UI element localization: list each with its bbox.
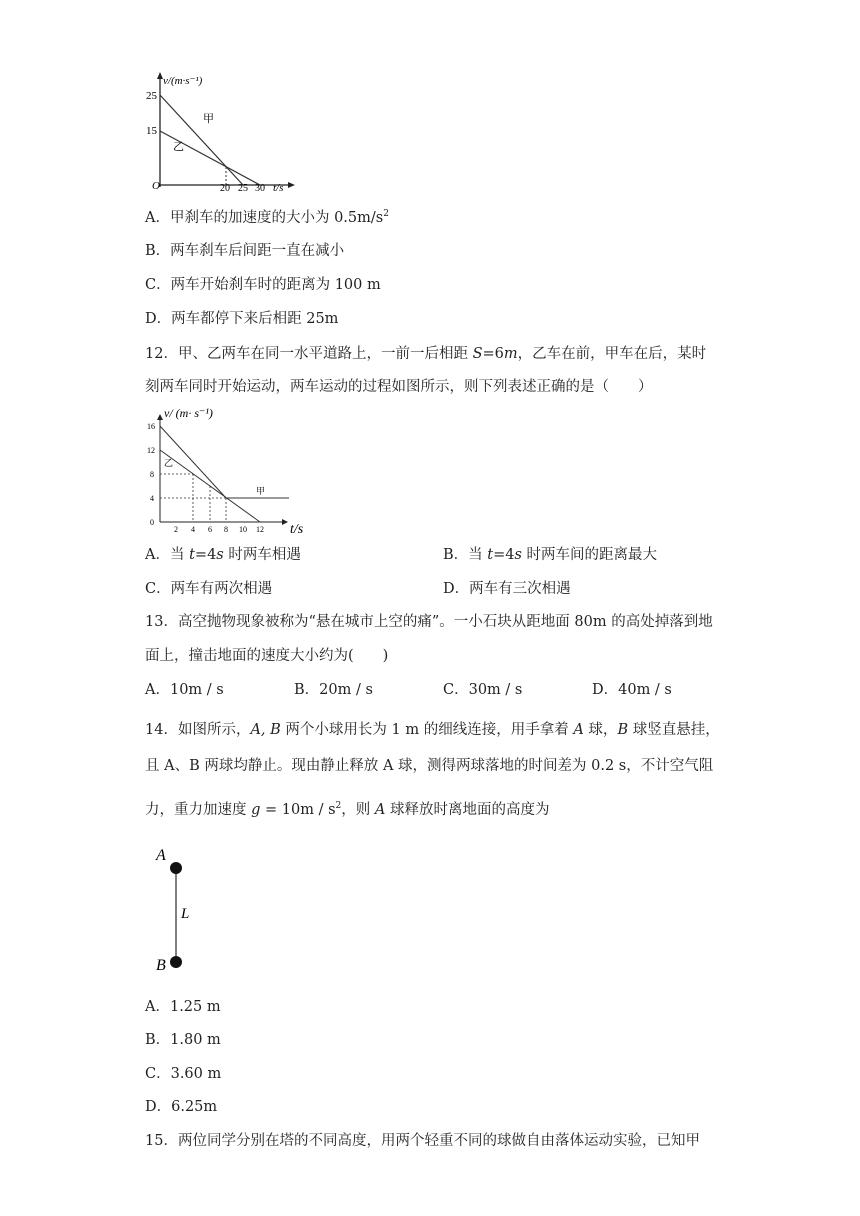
- q12-y-tick-16: 16: [147, 422, 155, 431]
- q12-x-tick-8: 8: [224, 525, 228, 534]
- q13-option-c: C．30m / s: [443, 682, 523, 698]
- q15-line-1: 15．两位同学分别在塔的不同高度，用两个轻重不同的球做自由落体运动实验，已知甲: [145, 1133, 700, 1149]
- q11-label-jia: 甲: [203, 113, 214, 125]
- q13-option-b: B．20m / s: [294, 682, 373, 698]
- q11-origin: O: [152, 180, 160, 192]
- q14-option-b: B．1.80 m: [145, 1032, 221, 1048]
- q11-y-label: v/(m·s⁻¹): [163, 75, 203, 87]
- q14-label-a: A: [156, 847, 166, 864]
- q14-label-b: B: [156, 957, 166, 974]
- q12-y-tick-8: 8: [150, 470, 154, 479]
- q14-option-a: A．1.25 m: [145, 999, 221, 1015]
- q14-balls-figure: [148, 842, 208, 977]
- q11-y-tick-15: 15: [146, 125, 157, 137]
- q11-x-label: t/s: [273, 182, 284, 194]
- q13-option-d: D．40m / s: [592, 682, 672, 698]
- q13-line-1: 13．高空抛物现象被称为“悬在城市上空的痛”。一小石块从距地面 80m 的高处掉落到地: [145, 614, 713, 630]
- q12-y-tick-12: 12: [147, 446, 155, 455]
- q12-label-jia: 甲: [256, 486, 266, 496]
- q12-option-a: A．当 t=4s 时两车相遇: [145, 547, 301, 563]
- q11-line-jia: [160, 95, 243, 185]
- q11-x-tick-30: 30: [255, 183, 265, 194]
- q11-x-tick-20: 20: [220, 183, 230, 194]
- q12-x-tick-4: 4: [191, 525, 195, 534]
- q11-option-c: C．两车开始刹车时的距离为 100 m: [145, 277, 381, 293]
- q12-y-axis-arrow: [157, 414, 163, 420]
- q14-option-c: C．3.60 m: [145, 1066, 222, 1082]
- q14-line-3: 力，重力加速度 $g = 10m / s^2$，则 A 球释放时离地面的高度为: [145, 801, 550, 818]
- q11-option-d: D．两车都停下来后相距 25m: [145, 311, 339, 327]
- q11-option-b: B．两车刹车后间距一直在减小: [145, 243, 345, 259]
- q12-y-label: v/ (m· s⁻¹): [164, 406, 213, 420]
- q12-x-axis-arrow: [282, 519, 288, 525]
- q13-option-a: A．10m / s: [145, 682, 224, 698]
- q12-label-yi: 乙: [164, 458, 174, 468]
- q14-line-2: 且 A、B 两球均静止。现由静止释放 A 球，测得两球落地的时间差为 0.2 s，不计空气阻: [145, 758, 714, 774]
- q12-line-2: 刻两车同时开始运动，两车运动的过程如图所示，则下列表述正确的是（ ）: [145, 379, 653, 395]
- q13-line-2: 面上，撞击地面的速度大小约为( ): [145, 648, 389, 664]
- q12-x-tick-10: 10: [239, 525, 247, 534]
- q12-x-tick-2: 2: [174, 525, 178, 534]
- q12-option-b: B．当 t=4s 时两车间的距离最大: [443, 547, 658, 563]
- q11-x-axis-arrow: [288, 182, 295, 188]
- q12-y-tick-0: 0: [150, 518, 154, 527]
- q12-vt-graph: [142, 404, 312, 534]
- q12-option-d: D．两车有三次相遇: [443, 581, 571, 597]
- q14-line-1: 14．如图所示，A, B 两个小球用长为 1 m 的细线连接，用手拿着 A 球，B 球竖直悬挂，: [145, 722, 720, 738]
- q12-y-tick-4: 4: [150, 494, 154, 503]
- q11-vt-graph: [140, 72, 300, 194]
- q14-option-d: D．6.25m: [145, 1099, 218, 1115]
- q11-y-tick-25: 25: [146, 90, 157, 102]
- q12-x-tick-12: 12: [256, 525, 264, 534]
- q11-line-yi: [160, 131, 260, 185]
- q12-line-1: 12．甲、乙两车在同一水平道路上，一前一后相距 S=6m，乙车在前，甲车在后，某时: [145, 346, 707, 362]
- q14-ball-a: [170, 862, 182, 874]
- q14-ball-b: [170, 956, 182, 968]
- q14-label-l: L: [181, 906, 190, 922]
- q11-x-tick-25: 25: [238, 183, 248, 194]
- q12-option-c: C．两车有两次相遇: [145, 581, 273, 597]
- q12-x-label: t/s: [290, 522, 304, 534]
- q12-x-tick-6: 6: [208, 525, 212, 534]
- q11-label-yi: 乙: [173, 141, 184, 153]
- q11-option-a: A．甲刹车的加速度的大小为 $0.5m/s^2$: [145, 209, 389, 226]
